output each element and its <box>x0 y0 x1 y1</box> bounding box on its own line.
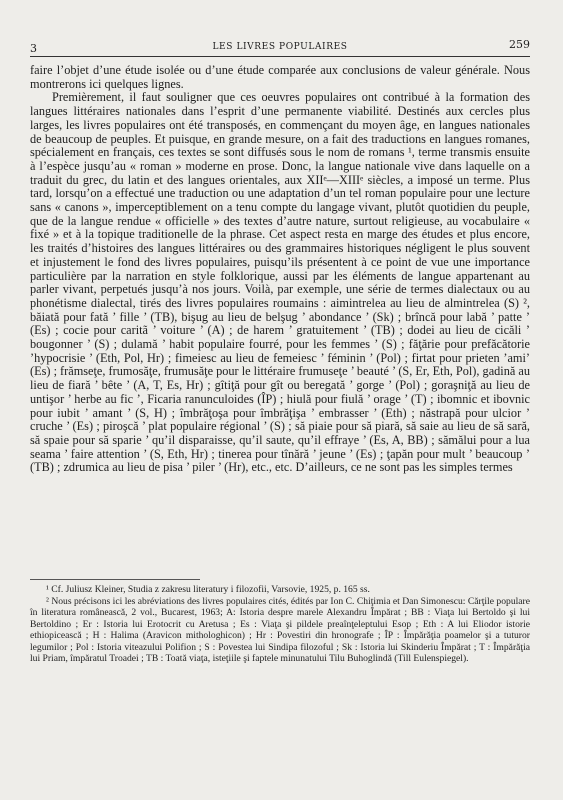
footnote: ² Nous précisons ici les abréviations des livres populaires cités, édités par Ion C. Chiţimia et Dan Simonescu: Cărţile populare în literatura românească, 2 vol., Bucarest, 1963; A: Istoria despre marele Alexandru Împărat ; BB : Viaţa lui Bertoldo şi lui Bertoldino ; Er : Istoria lui Erotocrit cu Aretusa ; Es : Viaţa şi pildele preaînţeleptului Esop ; Eth : A lui Eliodor istorie ethiopicească ; H : Halima (Aravicon mithologhicon) ; Hr : Povestiri din hronografe ; ÎP : Împărăţia poamelor şi a tuturor legumilor ; Pol : Istoria viteazului Polifion ; S : Povestea lui Sindipa filozoful ; Sk : Istoria lui Skinderiu Împărat ; T : Împărăţia lui Priam, împăratul Troadei ; TB : Toată viaţa, isteţiile şi faptele minunatului Tilu Buhoglindă (Till Eulenspiegel). <box>30 595 530 664</box>
footnotes <box>30 584 530 665</box>
main-text <box>30 64 530 475</box>
page-number: 259 <box>509 38 530 51</box>
running-header <box>30 38 530 56</box>
paragraph: faire l’objet d’une étude isolée ou d’une étude comparée aux conclusions de valeur générale. Nous montrerons ici quelques lignes. <box>30 63 530 91</box>
section-number: 3 <box>30 42 37 55</box>
footnote: ¹ Cf. Juliusz Kleiner, Studia z zakresu literatury i filozofii, Varsovie, 1925, p. 165 ss. <box>46 584 370 595</box>
footnote-rule <box>30 579 200 580</box>
paragraph: Premièrement, il faut souligner que ces oeuvres populaires ont contribué à la formation des langues littéraires nationales dans l’esprit d’une permanente viabilité. Destinés aux cercles plus larges, les livres populaires ont été transposés, en commençant du moyen âge, en langues nationales de beaucoup de peuples. Et puisque, en grande mesure, on a fait des traductions en langues romanes, spécialement en français, ces textes se sont diffusés sous le nom de romans ¹, terme transmis ensuite à l’espèce jusqu’au « roman » moderne en prose. Donc, la langue nationale vive dans laquelle on a traduit du grec, du latin et des langues orientales, aux XIIᵉ—XIIIᵉ siècles, a imposé un terme. Plus tard, lorsqu’on a effectué une traduction ou une adaptation d’un tel roman populaire pour une lecture sans « canons », imperceptiblement on a tenu compte du langage vivant, plutôt quotidien du peuple, que de la langue rendue « officielle » des textes d’autre nature, surtout religieuse, au vocabulaire « fixé » et à la topique traditionelle de la phrase. Cet aspect resta en marge des études et plus encore, les traités d’histoires des langues littéraires ou des grammaires historiques négligent le plus souvent et injustement le fond des livres populaires, puisqu’ils présentent à ce point de vue une importance particulière par la narration en style folklorique, aussi par les éléments de langue appartenant au parler vivant, perpetués jusqu’à nos jours. Voilà, par exemple, une série de termes dialectaux ou au phonétisme dialectal, tirés des livres populaires roumains : aimintrelea au lieu de almintrelea (S) ², băiată pour fată ’ fille ’ (TB), bişug au lieu de belşug ’ abondance ’ (Sk) ; brîncă pour labă ’ patte ’ (Es) ; cocie pour caritã ’ voiture ’ (A) ; de harem ’ gratuitement ’ (TB) ; dodei au lieu de cicăli ’ bougonner ’ (S) ; dulamă ’ habit populaire fourré, pour les femmes ’ (S) ; făţărie pour prefăcătorie ’hypocrisie ’ (Eth, Pol, Hr) ; fimeiesc au lieu de femeiesc ’ féminin ’ (Pol) ; firtat pour prieten ’ami’ (Es) ; frămseţe, frumosăţe, frumusăţe pour le littéraire frumuseţe ’ beauté ’ (S, Er, Eth, Pol), gadină au lieu de fiară ’ bête ’ (A, T, Es, Hr) ; gîtiţă pour gît ou beregată ’ gorge ’ (Pol) ; goraşniţă au lieu de untişor ’ herbe au fic ’, Ficaria ranunculoides (ÎP) ; hiulă pour fiulă ’ orage ’ (T) ; ibomnic et ibovnic pour iubit ’ amant ’ (S, H) ; îmbrăţoşa pour îmbrăţişa ’ embrasser ’ (Eth) ; năstrapă pour ulcior ’ cruche ’ (Es) ; piroşcă ’ plat populaire régional ’ (S) ; să piaie pour să piară, să saie au lieu de să sară, să spaie pour să sparie ’ qu’il disparaisse, qu’il saute, qu’il effraye ’ (Es, A, BB) ; sămălui pour a lua seama ’ faire attention ’ (S, Eth, Hr) ; tinerea pour tînără ’ jeune ’ (Es) ; ţapăn pour mult ’ beaucoup ’ (TB) ; zdrumica au lieu de pisa ’ piler ’ (Hr), etc., etc. D’ailleurs, ce ne sont pas les simples termes <box>30 90 530 475</box>
running-title: LES LIVRES POPULAIRES <box>212 42 348 52</box>
header-rule <box>30 56 530 57</box>
